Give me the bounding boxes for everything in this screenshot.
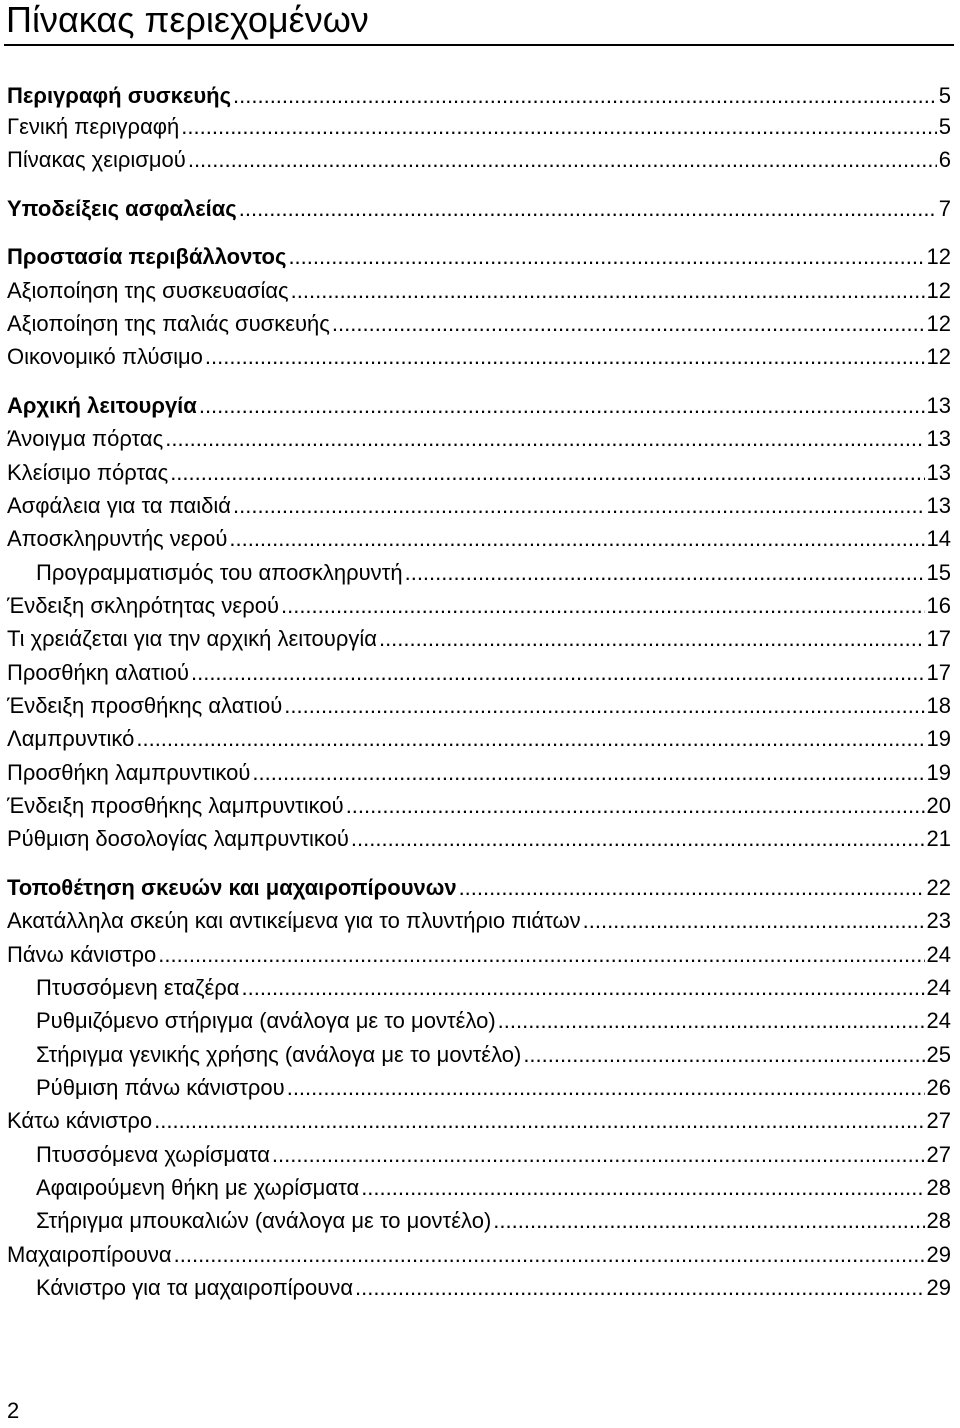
toc-entry[interactable] [7, 112, 951, 142]
toc-entry[interactable] [36, 973, 951, 1003]
toc-dot-leader [361, 1173, 924, 1203]
toc-entry[interactable] [36, 1006, 951, 1036]
toc-entry-page: 29 [926, 1275, 951, 1300]
toc-entry-label: Ένδειξη προσθήκης λαμπρυντικού [7, 793, 344, 818]
toc-entry-page: 25 [926, 1042, 951, 1067]
toc-entry[interactable] [7, 194, 951, 224]
toc-entry-page: 28 [926, 1208, 951, 1233]
toc-entry-page: 28 [926, 1175, 951, 1200]
toc-dot-leader [583, 906, 925, 936]
toc-entry[interactable] [7, 591, 951, 621]
toc-entry-label: Ρυθμιζόμενο στήριγμα (ανάλογα με το μοντέλο) [36, 1008, 496, 1033]
toc-entry-label: Άνοιγμα πόρτας [7, 426, 164, 451]
toc-entry-page: 13 [926, 493, 951, 518]
toc-dot-leader [154, 1106, 924, 1136]
toc-entry-label: Στήριγμα μπουκαλιών (ανάλογα με το μοντέλο) [36, 1208, 492, 1233]
toc-entry-page: 29 [926, 1242, 951, 1267]
toc-entry[interactable] [36, 1273, 951, 1303]
toc-entry-label: Κλείσιμο πόρτας [7, 460, 169, 485]
toc-entry-label: Πτυσσόμενη εταζέρα [36, 975, 240, 1000]
toc-entry[interactable] [7, 658, 951, 688]
toc-dot-leader [281, 591, 925, 621]
toc-dot-leader [158, 940, 924, 970]
toc-entry-page: 21 [926, 826, 951, 851]
toc-entry-label: Αποσκληρυντής νερού [7, 526, 228, 551]
toc-entry-label: Προστασία περιβάλλοντος [7, 244, 287, 269]
toc-dot-leader [239, 194, 937, 224]
toc-entry-page: 27 [926, 1108, 951, 1133]
toc-dot-leader [252, 758, 924, 788]
toc-dot-leader [379, 624, 925, 654]
toc-entry[interactable] [36, 1140, 951, 1170]
toc-entry-page: 12 [926, 311, 951, 336]
toc-entry-label: Πάνω κάνιστρο [7, 942, 157, 967]
toc-entry-page: 24 [926, 975, 951, 1000]
toc-entry-page: 14 [926, 526, 951, 551]
toc-entry-page: 20 [926, 793, 951, 818]
toc-entry[interactable] [7, 145, 951, 175]
toc-entry-page: 18 [926, 693, 951, 718]
toc-dot-leader [188, 145, 937, 175]
toc-entry[interactable] [7, 791, 951, 821]
toc-entry-page: 19 [926, 760, 951, 785]
toc-entry-page: 24 [926, 1008, 951, 1033]
toc-entry[interactable] [7, 758, 951, 788]
toc-entry[interactable] [36, 1206, 951, 1236]
toc-entry[interactable] [36, 1040, 951, 1070]
toc-entry-label: Περιγραφή συσκευής [7, 83, 232, 108]
toc-entry[interactable] [7, 242, 951, 272]
toc-entry[interactable] [7, 276, 951, 306]
toc-entry-label: Μαχαιροπίρουνα [7, 1242, 172, 1267]
toc-dot-leader [351, 824, 925, 854]
toc-entry-label: Ένδειξη προσθήκης αλατιού [7, 693, 283, 718]
toc-entry-page: 7 [938, 196, 951, 221]
toc-dot-leader [174, 1240, 925, 1270]
toc-entry[interactable] [36, 1073, 951, 1103]
toc-entry-page: 12 [926, 278, 951, 303]
toc-entry-page: 5 [938, 83, 951, 108]
toc-dot-leader [199, 391, 925, 421]
toc-dot-leader [165, 424, 924, 454]
toc-entry-label: Ακατάλληλα σκεύη και αντικείμενα για το πλυντήριο πιάτων [7, 908, 581, 933]
toc-dot-leader [170, 458, 924, 488]
toc-dot-leader [229, 524, 924, 554]
toc-entry-label: Ρύθμιση δοσολογίας λαμπρυντικού [7, 826, 349, 851]
toc-entry-page: 24 [926, 942, 951, 967]
toc-dot-leader [355, 1273, 924, 1303]
toc-dot-leader [332, 309, 925, 339]
toc-entry-page: 5 [938, 114, 951, 139]
toc-dot-leader [493, 1206, 924, 1236]
toc-entry[interactable] [7, 458, 951, 488]
toc-dot-leader [272, 1140, 925, 1170]
toc-dot-leader [241, 973, 924, 1003]
toc-entry-label: Κάτω κάνιστρο [7, 1108, 153, 1133]
toc-entry-page: 12 [926, 344, 951, 369]
toc-entry-label: Γενική περιγραφή [7, 114, 180, 139]
toc-entry-label: Υποδείξεις ασφαλείας [7, 196, 237, 221]
toc-dot-leader [205, 342, 925, 372]
toc-entry-page: 23 [926, 908, 951, 933]
toc-dot-leader [288, 242, 924, 272]
toc-entry[interactable] [7, 391, 951, 421]
toc-entry-page: 16 [926, 593, 951, 618]
toc-entry-label: Οικονομικό πλύσιμο [7, 344, 203, 369]
toc-entry[interactable] [7, 873, 951, 903]
toc-dot-leader [233, 81, 937, 111]
toc-entry[interactable] [7, 491, 951, 521]
toc-entry-label: Προγραμματισμός του αποσκληρυντή [36, 560, 403, 585]
toc-entry[interactable] [7, 309, 951, 339]
toc-entry[interactable] [7, 906, 951, 936]
toc-dot-leader [136, 724, 924, 754]
toc-entry-page: 17 [926, 660, 951, 685]
toc-dot-leader [181, 112, 936, 142]
toc-entry-page: 6 [938, 147, 951, 172]
toc-dot-leader [284, 691, 924, 721]
toc-entry[interactable] [7, 81, 951, 111]
toc-entry-page: 13 [926, 426, 951, 451]
toc-entry-label: Ένδειξη σκληρότητας νερού [7, 593, 279, 618]
toc-entry-page: 13 [926, 393, 951, 418]
toc-entry-label: Ασφάλεια για τα παιδιά [7, 493, 232, 518]
toc-entry[interactable] [7, 940, 951, 970]
toc-entry[interactable] [7, 342, 951, 372]
toc-entry-label: Αρχική λειτουργία [7, 393, 197, 418]
toc-dot-leader [346, 791, 925, 821]
toc-dot-leader [459, 873, 925, 903]
toc-entry[interactable] [7, 824, 951, 854]
toc-entry-page: 12 [926, 244, 951, 269]
toc-entry-label: Αφαιρούμενη θήκη με χωρίσματα [36, 1175, 360, 1200]
toc-entry-label: Πτυσσόμενα χωρίσματα [36, 1142, 270, 1167]
toc-entry[interactable] [7, 524, 951, 554]
toc-entry-page: 19 [926, 726, 951, 751]
toc-entry-page: 26 [926, 1075, 951, 1100]
page-number: 2 [7, 1398, 20, 1423]
toc-entry-label: Αξιοποίηση της παλιάς συσκευής [7, 311, 330, 336]
toc-entry-label: Τοποθέτηση σκευών και μαχαιροπίρουνων [7, 875, 457, 900]
toc-entry-label: Πίνακας χειρισμού [7, 147, 186, 172]
toc-entry[interactable] [7, 424, 951, 454]
toc-entry[interactable] [7, 624, 951, 654]
toc-entry-label: Λαμπρυντικό [7, 726, 135, 751]
toc-dot-leader [523, 1040, 924, 1070]
toc-dot-leader [291, 276, 925, 306]
toc-entry-page: 27 [926, 1142, 951, 1167]
toc-dot-leader [405, 558, 925, 588]
toc-entry[interactable] [7, 1106, 951, 1136]
toc-entry-page: 15 [926, 560, 951, 585]
title-divider [4, 44, 954, 46]
toc-dot-leader [191, 658, 925, 688]
toc-entry-label: Τι χρειάζεται για την αρχική λειτουργία [7, 626, 377, 651]
toc-entry-page: 13 [926, 460, 951, 485]
toc-entry[interactable] [7, 724, 951, 754]
toc-entry-label: Ρύθμιση πάνω κάνιστρου [36, 1075, 285, 1100]
toc-dot-leader [233, 491, 924, 521]
toc-entry[interactable] [36, 558, 951, 588]
toc-entry-label: Αξιοποίηση της συσκευασίας [7, 278, 289, 303]
toc-entry[interactable] [7, 1240, 951, 1270]
toc-entry-label: Στήριγμα γενικής χρήσης (ανάλογα με το μοντέλο) [36, 1042, 522, 1067]
toc-entry[interactable] [36, 1173, 951, 1203]
toc-entry-page: 22 [926, 875, 951, 900]
toc-dot-leader [498, 1006, 925, 1036]
toc-entry-page: 17 [926, 626, 951, 651]
page-title: Πίνακας περιεχομένων [6, 0, 369, 40]
toc-entry-label: Προσθήκη αλατιού [7, 660, 189, 685]
toc-entry-label: Προσθήκη λαμπρυντικού [7, 760, 251, 785]
toc-entry-label: Κάνιστρο για τα μαχαιροπίρουνα [36, 1275, 354, 1300]
toc-entry[interactable] [7, 691, 951, 721]
toc-dot-leader [287, 1073, 925, 1103]
